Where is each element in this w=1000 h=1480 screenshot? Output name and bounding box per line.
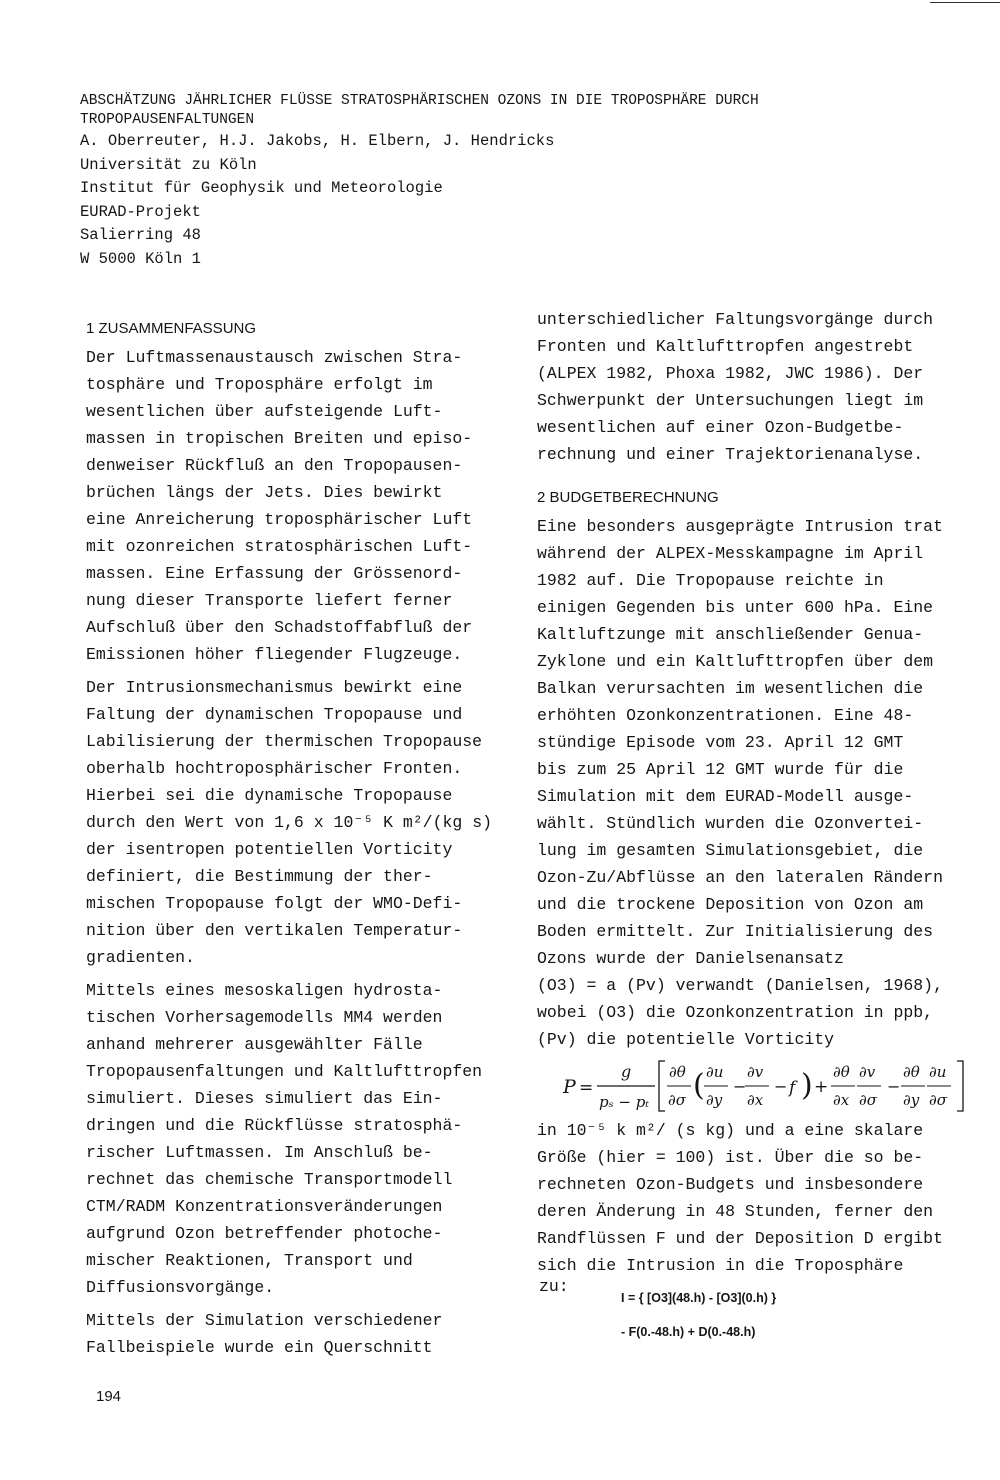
text-line: während der ALPEX-Messkampagne im April (537, 544, 924, 563)
svg-text:=: = (579, 1078, 594, 1098)
text-line: einigen Gegenden bis unter 600 hPa. Eine (537, 598, 934, 617)
formula-denominator: pₛ − pₜ (599, 1093, 650, 1111)
text-line: Diffusionsvorgänge. (86, 1278, 275, 1297)
text-line: mischer Reaktionen, Transport und (86, 1251, 413, 1270)
text-line: massen. Eine Erfassung der Grössenord- (86, 564, 463, 583)
equation-line-2: - F(0.-48.h) + D(0.-48.h) (621, 1325, 756, 1339)
text-line: Mittels der Simulation verschiedener (86, 1311, 443, 1330)
text-line: nung dieser Transporte liefert ferner (86, 591, 453, 610)
svg-text:∂θ: ∂θ (669, 1063, 686, 1081)
svg-text:∂σ: ∂σ (859, 1091, 877, 1109)
text-line: (Pv) die potentielle Vorticity (537, 1030, 835, 1049)
affiliation-line: Salierring 48 (80, 226, 201, 244)
text-line: CTM/RADM Konzentrationsveränderungen (86, 1197, 443, 1216)
svg-text:∂σ: ∂σ (929, 1091, 947, 1109)
svg-text:−: − (774, 1077, 788, 1096)
text-line: dringen und die Rückflüsse stratosphä- (86, 1116, 463, 1135)
text-line: Faltung der dynamischen Tropopause und (86, 705, 463, 724)
page-number: 194 (96, 1388, 122, 1405)
svg-text:f: f (789, 1078, 796, 1098)
text-line: durch den Wert von 1,6 x 10⁻⁵ K m²/(kg s) (86, 813, 492, 832)
text-line: Labilisierung der thermischen Tropopause (86, 732, 483, 751)
svg-text:): ) (801, 1068, 813, 1103)
text-line: wählt. Stündlich wurden die Ozonvertei- (537, 814, 924, 833)
text-line: Emissionen höher fliegender Flugzeuge. (86, 645, 463, 664)
text-line: wesentlichen auf einer Ozon-Budgetbe- (537, 418, 904, 437)
zu-label: zu: (539, 1277, 569, 1296)
paragraph (537, 1117, 992, 1279)
text-line: rechnet das chemische Transportmodell (86, 1170, 453, 1189)
svg-text:∂u: ∂u (929, 1063, 947, 1081)
svg-text:∂σ: ∂σ (668, 1091, 686, 1109)
text-line: (ALPEX 1982, Phoxa 1982, JWC 1986). Der (537, 364, 924, 383)
text-line: brüchen längs der Jets. Dies bewirkt (86, 483, 443, 502)
svg-text:−: − (887, 1077, 901, 1096)
text-line: simuliert. Dieses simuliert das Ein- (86, 1089, 443, 1108)
text-line: rechneten Ozon-Budgets und insbesondere (537, 1175, 924, 1194)
paragraph (86, 674, 526, 971)
text-line: gradienten. (86, 948, 195, 967)
text-line: massen in tropischen Breiten und episo- (86, 429, 473, 448)
text-line: sich die Intrusion in die Troposphäre (537, 1256, 904, 1275)
paragraph (86, 977, 526, 1301)
section-heading-zusammenfassung: 1 ZUSAMMENFASSUNG (86, 320, 257, 337)
svg-text:∂x: ∂x (833, 1091, 850, 1109)
svg-text:∂u: ∂u (706, 1063, 724, 1081)
text-line: lung im gesamten Simulationsgebiet, die (537, 841, 924, 860)
affiliation-line: Institut für Geophysik und Meteorologie (80, 179, 443, 197)
text-line: Der Intrusionsmechanismus bewirkt eine (86, 678, 463, 697)
left-column (86, 315, 526, 1361)
text-line: (O3) = a (Pv) verwandt (Danielsen, 1968), (537, 976, 943, 995)
svg-text:−: − (733, 1077, 747, 1096)
svg-text:+: + (814, 1077, 829, 1097)
svg-text:∂y: ∂y (706, 1091, 723, 1109)
scan-edge-line (930, 2, 1000, 3)
text-line: Hierbei sei die dynamische Tropopause (86, 786, 453, 805)
text-line: Schwerpunkt der Untersuchungen liegt im (537, 391, 924, 410)
text-line: Randflüssen F und der Deposition D ergibt (537, 1229, 943, 1248)
formula-lhs: P (563, 1076, 576, 1098)
text-line: Der Luftmassenaustausch zwischen Stra- (86, 348, 463, 367)
paragraph (86, 344, 526, 668)
text-line: definiert, die Bestimmung der ther- (86, 867, 433, 886)
text-line: Aufschluß über den Schadstoffabfluß der (86, 618, 473, 637)
right-column (537, 306, 992, 1349)
vorticity-formula (537, 1055, 992, 1117)
text-line: deren Änderung in 48 Stunden, ferner den (537, 1202, 934, 1221)
text-line: tischen Vorhersagemodells MM4 werden (86, 1008, 443, 1027)
text-line: nition über den vertikalen Temperatur- (86, 921, 463, 940)
paper-title-line-2: TROPOPAUSENFALTUNGEN (80, 112, 255, 128)
text-line: der isentropen potentiellen Vorticity (86, 840, 453, 859)
text-line: wobei (O3) die Ozonkonzentration in ppb, (537, 1003, 934, 1022)
text-line: mit ozonreichen stratosphärischen Luft- (86, 537, 473, 556)
svg-text:∂x: ∂x (747, 1091, 764, 1109)
text-line: in 10⁻⁵ k m²/ (s kg) und a eine skalare (537, 1121, 924, 1140)
text-line: mischen Tropopause folgt der WMO-Defi- (86, 894, 463, 913)
paragraph (537, 306, 992, 468)
text-line: rechnung und einer Trajektorienanalyse. (537, 445, 924, 464)
section-heading-budgetberechnung: 2 BUDGETBERECHNUNG (537, 489, 719, 506)
svg-text:∂y: ∂y (903, 1091, 920, 1109)
svg-text:∂θ: ∂θ (903, 1063, 920, 1081)
svg-text:∂θ: ∂θ (833, 1063, 850, 1081)
text-line: Balkan verursachten im wesentlichen die (537, 679, 924, 698)
text-line: Zyklone und ein Kaltlufttropfen über dem (537, 652, 934, 671)
text-line: aufgrund Ozon betreffender photoche- (86, 1224, 443, 1243)
text-line: 1982 auf. Die Tropopause reichte in (537, 571, 884, 590)
svg-text:∂v: ∂v (859, 1063, 876, 1081)
text-line: Fronten und Kaltlufttropfen angestrebt (537, 337, 914, 356)
text-line: Größe (hier = 100) ist. Über die so be- (537, 1148, 924, 1167)
text-line: Simulation mit dem EURAD-Modell ausge- (537, 787, 914, 806)
text-line: wesentlichen über aufsteigende Luft- (86, 402, 443, 421)
text-line: rischer Luftmassen. Im Anschluß be- (86, 1143, 433, 1162)
text-line: Eine besonders ausgeprägte Intrusion trat (537, 517, 943, 536)
svg-text:∂v: ∂v (747, 1063, 764, 1081)
text-line: eine Anreicherung troposphärischer Luft (86, 510, 473, 529)
text-line: und die trockene Deposition von Ozon am (537, 895, 924, 914)
paper-title-line-1: ABSCHÄTZUNG JÄHRLICHER FLÜSSE STRATOSPHÄRISCHEN OZONS IN DIE TROPOSPHÄRE DURCH (80, 93, 759, 109)
affiliation-line: Universität zu Köln (80, 155, 257, 174)
text-line: Ozon-Zu/Abflüsse an den lateralen Rändern (537, 868, 943, 887)
intrusion-equation (537, 1279, 992, 1349)
text-line: Mittels eines mesoskaligen hydrosta- (86, 981, 443, 1000)
text-line: Tropopausenfaltungen und Kaltlufttropfen (86, 1062, 483, 1081)
text-line: unterschiedlicher Faltungsvorgänge durch (537, 310, 934, 329)
text-line: stündige Episode vom 23. April 12 GMT (537, 733, 904, 752)
formula-numerator: g (621, 1062, 632, 1081)
vorticity-formula-graphic (559, 1055, 989, 1117)
paper-header (80, 92, 960, 271)
text-line: Boden ermittelt. Zur Initialisierung des (537, 922, 934, 941)
text-line: tosphäre und Troposphäre erfolgt im (86, 375, 433, 394)
text-line: Fallbeispiele wurde ein Querschnitt (86, 1338, 433, 1357)
affiliation-line: EURAD-Projekt (80, 202, 201, 221)
svg-text:(: ( (693, 1068, 705, 1103)
text-line: bis zum 25 April 12 GMT wurde für die (537, 760, 904, 779)
paragraph (86, 1307, 526, 1361)
text-line: erhöhten Ozonkonzentrationen. Eine 48- (537, 706, 914, 725)
affiliation-line: W 5000 Köln 1 (80, 249, 201, 268)
text-line: Kaltluftzunge mit anschließender Genua- (537, 625, 924, 644)
text-line: oberhalb hochtroposphärischer Fronten. (86, 759, 463, 778)
equation-line-1: I = { [O3](48.h) - [O3](0.h) } (621, 1291, 777, 1305)
text-line: anhand mehrerer ausgewählter Fälle (86, 1035, 423, 1054)
text-line: denweiser Rückfluß an den Tropopausen- (86, 456, 463, 475)
paragraph (537, 513, 992, 1053)
paper-authors: A. Oberreuter, H.J. Jakobs, H. Elbern, J. Hendricks (80, 132, 555, 150)
text-line: Ozons wurde der Danielsenansatz (537, 949, 844, 968)
